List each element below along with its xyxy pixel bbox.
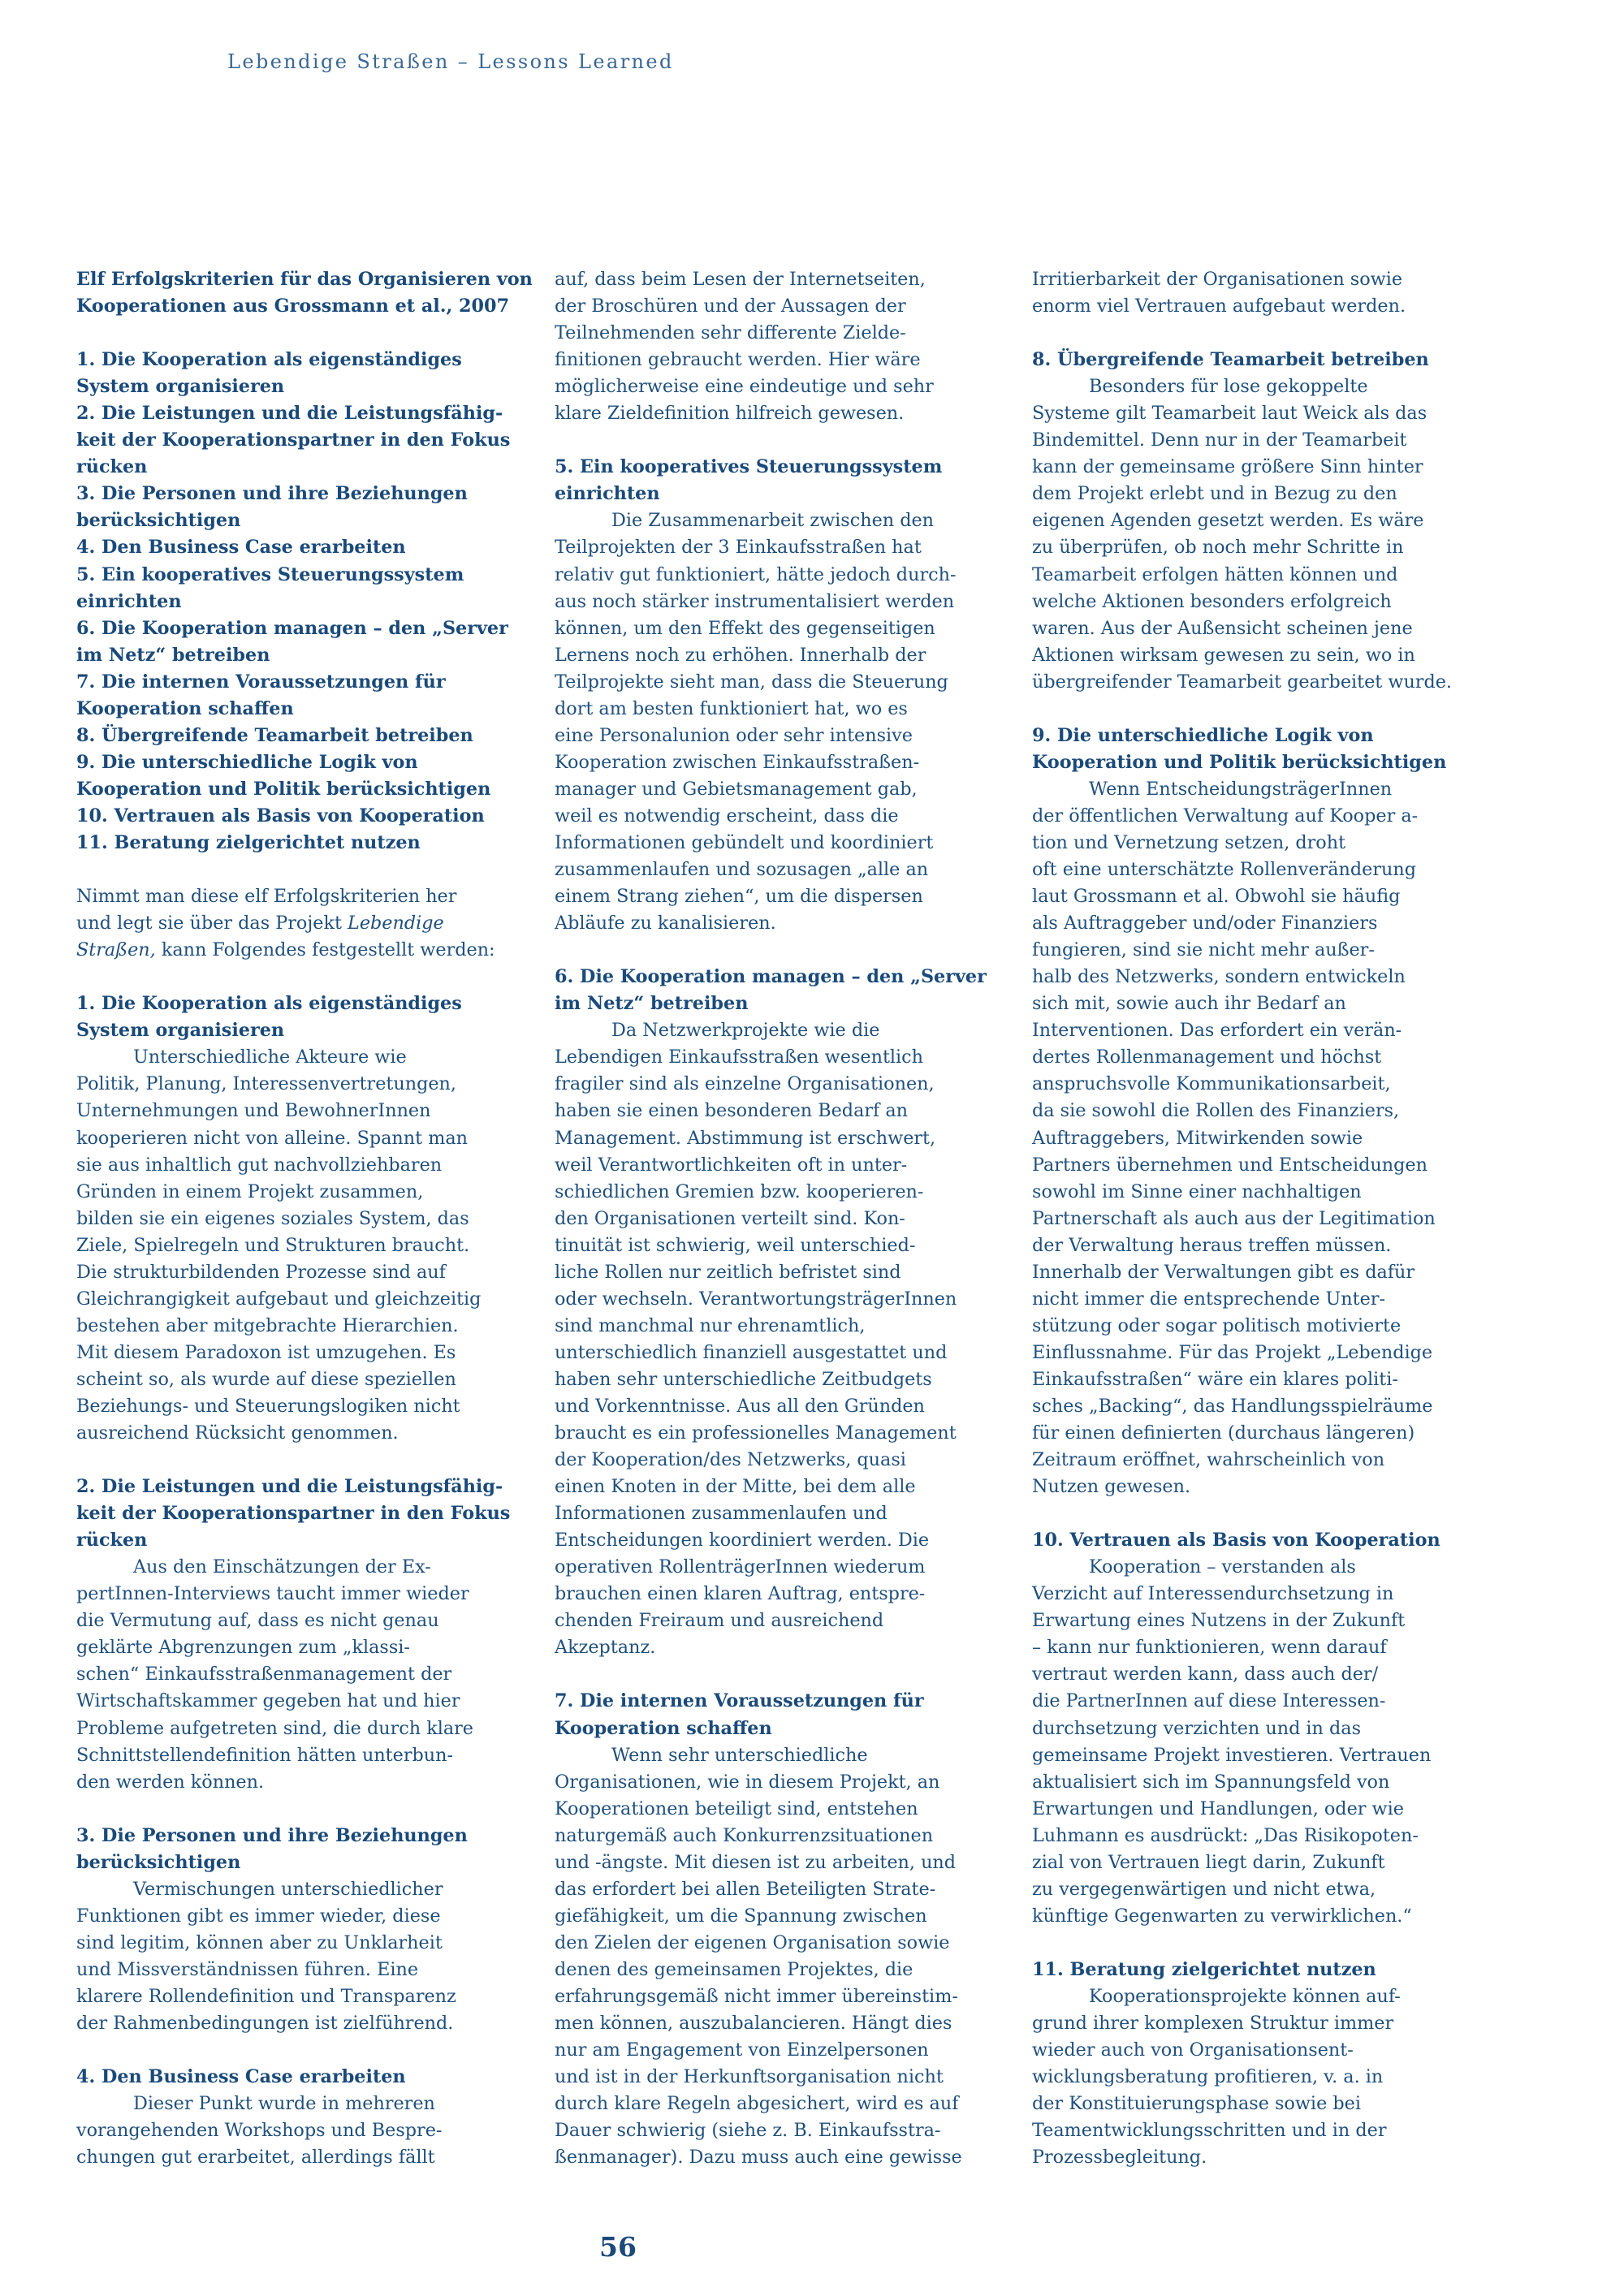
- body-line: nur am Engagement von Einzelpersonen: [555, 2039, 929, 2061]
- body-line: naturgemäß auch Konkurrenzsituationen: [555, 1824, 934, 1846]
- body-line: Lernens noch zu erhöhen. Innerhalb der: [555, 644, 926, 666]
- body-line: sowohl im Sinne einer nachhaltigen: [1032, 1180, 1362, 1202]
- body-line: Zeitraum eröffnet, wahrscheinlich von: [1032, 1449, 1385, 1471]
- page-number: 56: [599, 2231, 637, 2263]
- body-line: zial von Vertrauen liegt darin, Zukunft: [1032, 1851, 1385, 1873]
- body-line: und Missverständnissen führen. Eine: [76, 1958, 419, 1980]
- body-line: liche Rollen nur zeitlich befristet sind: [555, 1261, 901, 1283]
- criteria-list-item: 1. Die Kooperation als eigenständiges: [76, 349, 462, 371]
- body-line: können, um den Effekt des gegenseitigen: [555, 617, 935, 639]
- body-line: – kann nur funktionieren, wenn darauf: [1032, 1637, 1387, 1659]
- body-line: Kooperationsprojekte können auf-: [1089, 1986, 1401, 2007]
- body-line: chungen gut erarbeitet, allerdings fällt: [76, 2147, 435, 2169]
- body-line: eine Personalunion oder sehr intensive: [555, 724, 913, 746]
- body-line: dertes Rollenmanagement und höchst: [1032, 1047, 1382, 1068]
- body-line: Wenn sehr unterschiedliche: [611, 1744, 868, 1766]
- body-line: übergreifender Teamarbeit gearbeitet wurde.: [1032, 671, 1453, 693]
- body-line: sches „Backing“, das Handlungsspielräume: [1032, 1395, 1433, 1417]
- body-line: Aktionen wirksam gewesen zu sein, wo in: [1032, 644, 1415, 666]
- body-line: erfahrungsgemäß nicht immer übereinstim-: [555, 1986, 958, 2007]
- body-line: sich mit, sowie auch ihr Bedarf an: [1032, 993, 1346, 1015]
- body-line: den Zielen der eigenen Organisation sowie: [555, 1931, 950, 1953]
- body-line: Organisationen, wie in diesem Projekt, an: [555, 1771, 940, 1793]
- section-heading: 4. Den Business Case erarbeiten: [76, 2066, 406, 2088]
- body-line: enorm viel Vertrauen aufgebaut werden.: [1032, 296, 1406, 317]
- body-line: Wirtschaftskammer gegeben hat und hier: [76, 1690, 460, 1712]
- body-line: braucht es ein professionelles Management: [555, 1422, 957, 1444]
- body-line: dem Projekt erlebt und in Bezug zu den: [1032, 483, 1397, 505]
- body-line: durchsetzung verzichten und in das: [1032, 1717, 1362, 1739]
- body-line: auf, dass beim Lesen der Internetseiten,: [555, 269, 926, 290]
- body-line: Kooperation zwischen Einkaufsstraßen-: [555, 751, 920, 773]
- body-line: als Auftraggeber und/oder Finanziers: [1032, 913, 1378, 934]
- text-column-2: [555, 266, 997, 2171]
- criteria-list-item: keit der Kooperationspartner in den Fokus: [76, 429, 511, 451]
- body-line: ßenmanager). Dazu muss auch eine gewisse: [555, 2147, 962, 2169]
- body-line: oder wechseln. VerantwortungsträgerInnen: [555, 1288, 957, 1310]
- body-line: der Rahmenbedingungen ist zielführend.: [76, 2013, 454, 2035]
- body-line: ausreichend Rücksicht genommen.: [76, 1422, 399, 1444]
- body-line: Informationen gebündelt und koordiniert: [555, 831, 934, 853]
- body-line: durch klare Regeln abgesichert, wird es auf: [555, 2093, 959, 2115]
- body-line: anspruchsvolle Kommunikationsarbeit,: [1032, 1073, 1391, 1095]
- body-line: klare Zieldefinition hilfreich gewesen.: [555, 403, 905, 425]
- section-heading: 3. Die Personen und ihre Beziehungen: [76, 1824, 468, 1846]
- body-line: weil es notwendig erscheint, dass die: [555, 805, 899, 826]
- body-line: relativ gut funktioniert, hätte jedoch durch-: [555, 563, 957, 585]
- body-line: kooperieren nicht von alleine. Spannt man: [76, 1127, 468, 1149]
- body-line: aktualisiert sich im Spannungsfeld von: [1032, 1771, 1390, 1793]
- body-line: zusammenlaufen und sozusagen „alle an: [555, 859, 929, 881]
- body-line: der Kooperation/des Netzwerks, quasi: [555, 1449, 906, 1471]
- criteria-list-item: 11. Beratung zielgerichtet nutzen: [76, 831, 421, 853]
- criteria-list-item: 6. Die Kooperation managen – den „Server: [76, 617, 508, 639]
- section-heading: Kooperation und Politik berücksichtigen: [1032, 751, 1447, 773]
- project-name-italic: Lebendige: [348, 913, 444, 934]
- body-line: Systeme gilt Teamarbeit laut Weick als das: [1032, 403, 1427, 425]
- section-heading: 11. Beratung zielgerichtet nutzen: [1032, 1958, 1376, 1980]
- body-line: waren. Aus der Außensicht scheinen jene: [1032, 617, 1413, 639]
- body-line: Einkaufsstraßen“ wäre ein klares politi-: [1032, 1368, 1398, 1390]
- body-line: denen des gemeinsamen Projektes, die: [555, 1958, 914, 1980]
- body-line: vorangehenden Workshops und Bespre-: [76, 2120, 443, 2142]
- body-line: fragiler sind als einzelne Organisationen,: [555, 1073, 935, 1095]
- criteria-list-item: 8. Übergreifende Teamarbeit betreiben: [76, 724, 473, 746]
- body-line: der Verwaltung heraus treffen müssen.: [1032, 1234, 1392, 1256]
- criteria-list-item: im Netz“ betreiben: [76, 644, 270, 666]
- section-heading: 6. Die Kooperation managen – den „Server: [555, 966, 987, 988]
- body-line: Unterschiedliche Akteure wie: [133, 1047, 407, 1068]
- section-heading: berücksichtigen: [76, 1851, 241, 1873]
- body-line: Partners übernehmen und Entscheidungen: [1032, 1154, 1427, 1176]
- body-line: den werden können.: [76, 1771, 265, 1793]
- criteria-list-item: 5. Ein kooperatives Steuerungssystem: [76, 563, 464, 585]
- criteria-list-item: rücken: [76, 456, 148, 478]
- body-line: Funktionen gibt es immer wieder, diese: [76, 1905, 441, 1927]
- section-heading: 1. Die Kooperation als eigenständiges: [76, 993, 462, 1015]
- body-line: aus noch stärker instrumentalisiert werden: [555, 590, 955, 612]
- body-line: nicht immer die entsprechende Unter-: [1032, 1288, 1385, 1310]
- body-line: manager und Gebietsmanagement gab,: [555, 778, 918, 800]
- body-line: grund ihrer komplexen Struktur immer: [1032, 2013, 1394, 2035]
- body-line: Schnittstellendefinition hätten unterbun-: [76, 1744, 454, 1766]
- body-line: weil Verantwortlichkeiten oft in unter-: [555, 1154, 908, 1176]
- body-line: unterschiedlich finanziell ausgestattet und: [555, 1341, 948, 1363]
- body-line: zu vergegenwärtigen und nicht etwa,: [1032, 1878, 1376, 1900]
- body-line: haben sehr unterschiedliche Zeitbudgets: [555, 1368, 932, 1390]
- body-line: Probleme aufgetreten sind, die durch klare: [76, 1717, 473, 1739]
- criteria-list-item: 3. Die Personen und ihre Beziehungen: [76, 483, 468, 505]
- body-line: pertInnen-Interviews taucht immer wieder: [76, 1583, 469, 1605]
- body-line: Teamarbeit erfolgen hätten können und: [1032, 563, 1398, 585]
- body-line: bestehen aber mitgebrachte Hierarchien.: [76, 1314, 459, 1336]
- body-line: und Vorkenntnisse. Aus all den Gründen: [555, 1395, 925, 1417]
- body-line: Unternehmungen und BewohnerInnen: [76, 1100, 431, 1122]
- body-line: oft eine unterschätzte Rollenveränderung: [1032, 859, 1417, 881]
- box-heading: Elf Erfolgskriterien für das Organisieren von: [76, 269, 533, 290]
- body-line: bilden sie ein eigenes soziales System, das: [76, 1207, 469, 1229]
- body-line: Teilprojekten der 3 Einkaufsstraßen hat: [555, 537, 922, 559]
- criteria-list-item: 10. Vertrauen als Basis von Kooperation: [76, 805, 485, 826]
- body-line: Vermischungen unterschiedlicher: [133, 1878, 443, 1900]
- section-heading: System organisieren: [76, 1020, 285, 1042]
- body-line: Verzicht auf Interessendurchsetzung in: [1032, 1583, 1394, 1605]
- body-line: sind legitim, können aber zu Unklarheit: [76, 1931, 443, 1953]
- criteria-list-item: 7. Die internen Voraussetzungen für: [76, 671, 446, 693]
- body-line: Teamentwicklungsschritten und in der: [1032, 2120, 1387, 2142]
- body-line: Abläufe zu kanalisieren.: [555, 913, 776, 934]
- body-line: Innerhalb der Verwaltungen gibt es dafür: [1032, 1261, 1415, 1283]
- body-line: brauchen einen klaren Auftrag, entspre-: [555, 1583, 926, 1605]
- body-line: Besonders für lose gekoppelte: [1089, 376, 1368, 398]
- body-line: Mit diesem Paradoxon ist umzugehen. Es: [76, 1341, 456, 1363]
- body-line: fungieren, sind sie nicht mehr außer-: [1032, 939, 1375, 961]
- body-line: operativen RollenträgerInnen wiederum: [555, 1556, 926, 1578]
- body-line: Kooperation – verstanden als: [1089, 1556, 1356, 1578]
- criteria-list-item: Kooperation und Politik berücksichtigen: [76, 778, 491, 800]
- body-line: für einen definierten (durchaus längeren): [1032, 1422, 1415, 1444]
- body-line: welche Aktionen besonders erfolgreich: [1032, 590, 1392, 612]
- body-line: vertraut werden kann, dass auch der/: [1032, 1664, 1379, 1685]
- body-line: scheint so, als wurde auf diese speziellen: [76, 1368, 456, 1390]
- body-line: die PartnerInnen auf diese Interessen-: [1032, 1690, 1386, 1712]
- body-line: Die Zusammenarbeit zwischen den: [611, 510, 935, 532]
- criteria-list-item: 9. Die unterschiedliche Logik von: [76, 751, 418, 773]
- body-line: gemeinsame Projekt investieren. Vertrauen: [1032, 1744, 1432, 1766]
- body-line: laut Grossmann et al. Obwohl sie häufig: [1032, 886, 1401, 908]
- body-line: giefähigkeit, um die Spannung zwischen: [555, 1905, 927, 1927]
- body-line: finitionen gebraucht werden. Hier wäre: [555, 349, 921, 371]
- body-line: der öffentlichen Verwaltung auf Kooper a-: [1032, 805, 1419, 826]
- body-line: Partnerschaft als auch aus der Legitimation: [1032, 1207, 1436, 1229]
- text-column-1: [76, 266, 533, 2171]
- body-line: Politik, Planung, Interessenvertretungen,: [76, 1073, 456, 1095]
- criteria-list-item: System organisieren: [76, 376, 285, 398]
- body-line: da sie sowohl die Rollen des Finanziers,: [1032, 1100, 1400, 1122]
- body-line: chenden Freiraum und ausreichend: [555, 1610, 884, 1632]
- body-line: Da Netzwerkprojekte wie die: [611, 1020, 880, 1042]
- body-line: das erfordert bei allen Beteiligten Strate-: [555, 1878, 936, 1900]
- criteria-list-item: 4. Den Business Case erarbeiten: [76, 537, 406, 559]
- body-line: Irritierbarkeit der Organisationen sowie: [1032, 269, 1403, 290]
- body-line: wieder auch von Organisationsent-: [1032, 2039, 1354, 2061]
- body-line: der Broschüren und der Aussagen der: [555, 296, 906, 317]
- body-line: schiedlichen Gremien bzw. kooperieren-: [555, 1180, 924, 1202]
- body-line: Entscheidungen koordiniert werden. Die: [555, 1530, 930, 1552]
- section-heading: 5. Ein kooperatives Steuerungssystem: [555, 456, 943, 478]
- body-line: Dauer schwierig (siehe z. B. Einkaufsstra-: [555, 2120, 941, 2142]
- section-heading: 10. Vertrauen als Basis von Kooperation: [1032, 1530, 1440, 1552]
- criteria-list-item: berücksichtigen: [76, 510, 241, 532]
- body-line: stützung oder sogar politisch motivierte: [1032, 1314, 1402, 1336]
- body-line: Dieser Punkt wurde in mehreren: [133, 2093, 435, 2115]
- body-line: haben sie einen besonderen Bedarf an: [555, 1100, 909, 1122]
- body-line: Gründen in einem Projekt zusammen,: [76, 1180, 424, 1202]
- body-line: [76, 937, 519, 964]
- body-line: geklärte Abgrenzungen zum „klassi-: [76, 1637, 410, 1659]
- section-heading: keit der Kooperationspartner in den Fokus: [76, 1503, 511, 1525]
- body-line: und -ängste. Mit diesen ist zu arbeiten, und: [555, 1851, 957, 1873]
- body-line: Aus den Einschätzungen der Ex-: [133, 1556, 431, 1578]
- body-line: und ist in der Herkunftsorganisation nicht: [555, 2066, 944, 2088]
- criteria-list-item: 2. Die Leistungen und die Leistungsfähig-: [76, 403, 503, 425]
- body-line: die Vermutung auf, dass es nicht genau: [76, 1610, 439, 1632]
- body-line: Luhmann es ausdrückt: „Das Risikopoten-: [1032, 1824, 1419, 1846]
- section-heading: 7. Die internen Voraussetzungen für: [555, 1690, 924, 1712]
- body-line: sind manchmal nur ehrenamtlich,: [555, 1314, 866, 1336]
- body-line: den Organisationen verteilt sind. Kon-: [555, 1207, 905, 1229]
- section-heading: einrichten: [555, 483, 660, 505]
- body-line: tinuität ist schwierig, weil unterschied-: [555, 1234, 916, 1256]
- body-line: Management. Abstimmung ist erschwert,: [555, 1127, 936, 1149]
- body-line: men können, auszubalancieren. Hängt dies: [555, 2013, 952, 2035]
- body-line: zu überprüfen, ob noch mehr Schritte in: [1032, 537, 1404, 559]
- body-line: Nimmt man diese elf Erfolgskriterien her: [76, 886, 457, 908]
- running-head: Lebendige Straßen – Lessons Learned: [227, 50, 674, 73]
- body-line: Erwartungen und Handlungen, oder wie: [1032, 1798, 1404, 1819]
- body-line: eigenen Agenden gesetzt werden. Es wäre: [1032, 510, 1424, 532]
- text-column-3: [1032, 266, 1475, 2171]
- body-line: wicklungsberatung profitieren, v. a. in: [1032, 2066, 1384, 2088]
- body-line: schen“ Einkaufsstraßenmanagement der: [76, 1664, 452, 1685]
- body-line: Einflussnahme. Für das Projekt „Lebendige: [1032, 1341, 1433, 1363]
- body-line: tion und Vernetzung setzen, droht: [1032, 831, 1346, 853]
- body-line: Die strukturbildenden Prozesse sind auf: [76, 1261, 446, 1283]
- section-heading: 8. Übergreifende Teamarbeit betreiben: [1032, 349, 1429, 371]
- body-line: Wenn EntscheidungsträgerInnen: [1089, 778, 1393, 800]
- body-line: kann der gemeinsame größere Sinn hinter: [1032, 456, 1423, 478]
- body-line: künftige Gegenwarten zu verwirklichen.“: [1032, 1905, 1412, 1927]
- body-line: [76, 910, 519, 937]
- section-heading: 2. Die Leistungen und die Leistungsfähig-: [76, 1476, 503, 1498]
- body-text: und legt sie über das Projekt: [76, 913, 348, 934]
- project-name-italic: Straßen,: [76, 939, 156, 961]
- body-line: Akzeptanz.: [555, 1637, 656, 1659]
- section-heading: rücken: [76, 1530, 148, 1552]
- body-line: Lebendigen Einkaufsstraßen wesentlich: [555, 1047, 924, 1068]
- body-line: halb des Netzwerks, sondern entwickeln: [1032, 966, 1406, 988]
- body-line: sie aus inhaltlich gut nachvollziehbaren: [76, 1154, 443, 1176]
- body-line: Beziehungs- und Steuerungslogiken nicht: [76, 1395, 460, 1417]
- body-line: der Konstituierungsphase sowie bei: [1032, 2093, 1361, 2115]
- body-line: Teilnehmenden sehr differente Zielde-: [555, 322, 906, 344]
- section-heading: im Netz“ betreiben: [555, 993, 749, 1015]
- body-text: kann Folgendes festgestellt werden:: [155, 939, 495, 961]
- body-line: Interventionen. Das erfordert ein verän-: [1032, 1020, 1402, 1042]
- body-line: Gleichrangigkeit aufgebaut und gleichzeitig: [76, 1288, 482, 1310]
- body-line: Ziele, Spielregeln und Strukturen braucht.: [76, 1234, 470, 1256]
- body-line: einem Strang ziehen“, um die dispersen: [555, 886, 923, 908]
- box-heading: Kooperationen aus Grossmann et al., 2007: [76, 296, 510, 317]
- body-line: Auftraggebers, Mitwirkenden sowie: [1032, 1127, 1363, 1149]
- body-line: Bindemittel. Denn nur in der Teamarbeit: [1032, 429, 1407, 451]
- body-line: einen Knoten in der Mitte, bei dem alle: [555, 1476, 916, 1498]
- body-line: Informationen zusammenlaufen und: [555, 1503, 888, 1525]
- criteria-list-item: Kooperation schaffen: [76, 697, 294, 719]
- body-line: möglicherweise eine eindeutige und sehr: [555, 376, 934, 398]
- body-line: klarere Rollendefinition und Transparenz: [76, 1986, 456, 2007]
- criteria-list-item: einrichten: [76, 590, 182, 612]
- body-line: Teilprojekte sieht man, dass die Steuerung: [555, 671, 948, 693]
- section-heading: Kooperation schaffen: [555, 1717, 772, 1739]
- body-line: Erwartung eines Nutzens in der Zukunft: [1032, 1610, 1406, 1632]
- body-line: dort am besten funktioniert hat, wo es: [555, 697, 908, 719]
- body-line: Kooperationen beteiligt sind, entstehen: [555, 1798, 918, 1819]
- body-line: Nutzen gewesen.: [1032, 1476, 1191, 1498]
- body-line: Prozessbegleitung.: [1032, 2147, 1207, 2169]
- section-heading: 9. Die unterschiedliche Logik von: [1032, 724, 1374, 746]
